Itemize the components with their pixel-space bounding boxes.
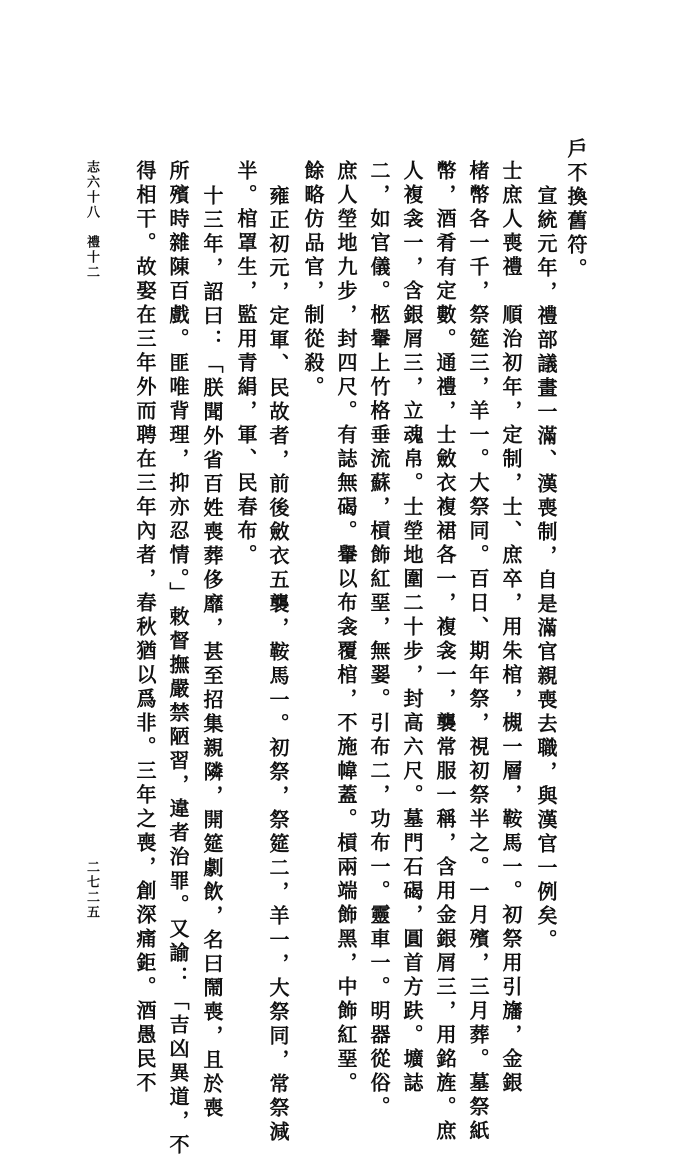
text-column-6: 人複衾一，含銀屑三，立魂帛。士塋地圍二十步，封高六尺。墓門石碣，圓首方趺。壙誌	[400, 160, 424, 1096]
text-column-4: 楮幣各一千，祭筵三，羊一。大祭同。百日、期年祭，視初祭半之。一月殯，三月葬。墓祭紙	[466, 160, 490, 1144]
text-column-5: 幣，酒肴有定數。通禮，士斂衣複裙各一，複衾一，襲常服一稱，含用金銀屑三，用銘旌。庶	[433, 160, 457, 1144]
text-column-8: 庶人塋地九步，封四尺。有誌無碣。轝以布衾覆棺，不施幃蓋。槓兩端飾黑，中飾紅堊。	[334, 160, 358, 1096]
running-head: 志六十八 禮十二	[84, 160, 99, 280]
text-column-12: 十三年，詔曰：「朕聞外省百姓喪葬侈靡，甚至招集親隣，開筵劇飲，名曰鬧喪，且於喪	[200, 185, 224, 1121]
text-column-9: 餘略仿品官，制從殺。	[301, 160, 325, 400]
page-number: 二七二五	[84, 860, 99, 920]
text-column-11: 半。棺罩生，監用青絹，軍、民春布。	[234, 160, 258, 568]
text-column-3: 士庶人喪禮 順治初年，定制，士、庶卒，用朱棺，槻一層，鞍馬一。初祭用引旛，金銀	[499, 160, 523, 1096]
text-column-13: 所殯時雜陳百戲。匪唯背理，抑亦忍情。」敕督撫嚴禁陋習，違者治罪。又諭：「吉凶異道，不	[166, 160, 190, 1158]
text-column-2: 宣統元年，禮部議畫一滿、漢喪制，自是滿官親喪去職，與漢官一例矣。	[534, 185, 558, 953]
text-column-1: 戶不換舊符。	[564, 138, 588, 282]
text-column-10: 雍正初元，定軍、民故者，前後斂衣五襲，鞍馬一。初祭，祭筵二，羊一，大祭同，常祭減	[266, 185, 290, 1145]
text-column-14: 得相干。故娶在三年外而聘在三年內者，春秋猶以爲非。三年之喪，創深痛鉅。酒愚民不	[133, 160, 157, 1096]
text-column-7: 二，如官儀。柩轝上竹格垂流蘇，槓飾紅堊，無翣。引布二，功布一。靈車一。明器從俗。	[367, 160, 391, 1120]
